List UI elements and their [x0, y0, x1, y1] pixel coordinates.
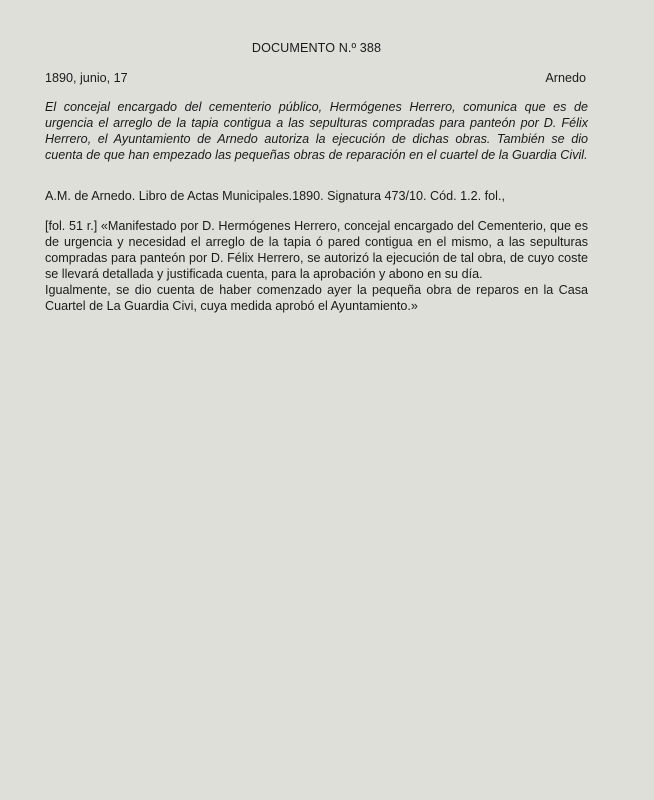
- document-place: Arnedo: [545, 71, 586, 85]
- archival-source: A.M. de Arnedo. Libro de Actas Municipales.1890. Signatura 473/10. Cód. 1.2. fol.,: [45, 189, 505, 203]
- transcription-paragraph-1: [fol. 51 r.] «Manifestado por D. Hermógenes Herrero, concejal encargado del Cementerio, que es de urgencia y necesidad el arreglo de la tapia ó pared contigua en el mismo, a las sepulturas compradas para panteón por D. Félix Herrero, se autorizó la ejecución de tal obra, de cuyo coste se llevará detallada y justificada cuenta, para la aprobación y abono en su día.: [45, 219, 588, 281]
- date-place-row: [45, 70, 588, 86]
- transcription: [45, 218, 588, 314]
- transcription-paragraph-2: Igualmente, se dio cuenta de haber comenzado ayer la pequeña obra de reparos en la Casa Cuartel de La Guardia Civi, cuya medida aprobó el Ayuntamiento.»: [45, 283, 588, 313]
- document-date: 1890, junio, 17: [45, 71, 128, 85]
- document-summary: El concejal encargado del cementerio público, Hermógenes Herrero, comunica que es de urgencia el arreglo de la tapia contigua a las sepulturas compradas para panteón por D. Félix Herrero, el Ayuntamiento de Arnedo autoriza la ejecución de dichas obras. También se dio cuenta de que han empezado las pequeñas obras de reparación en el cuartel de la Guardia Civil.: [45, 100, 588, 162]
- document-title: DOCUMENTO N.º 388: [251, 41, 382, 55]
